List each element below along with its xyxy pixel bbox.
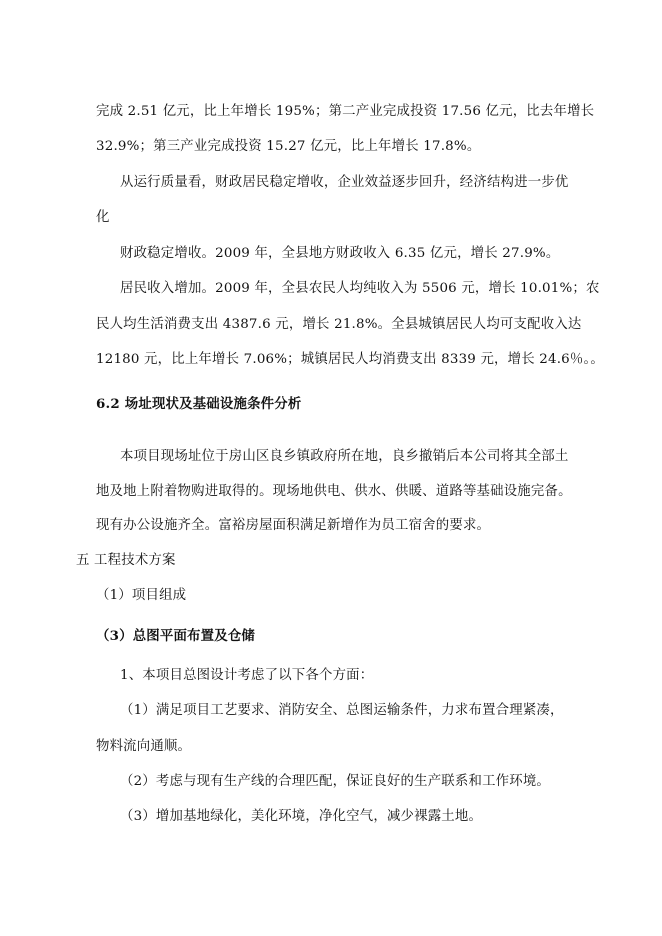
income-paragraph-line-3: 12180 元，比上年增长 7.06%；城镇居民人均消费支出 8339 元，增长 24.6％。。: [96, 352, 604, 367]
project-composition-item: （1）项目组成: [96, 588, 187, 603]
quality-paragraph-line-1: 从运行质量看，财政居民稳定增收，企业效益逐步回升，经济结构进一步优: [120, 175, 569, 190]
site-paragraph-line-2: 地及地上附着物购进取得的。现场地供电、供水、供暖、道路等基础设施完备。: [96, 484, 572, 499]
income-paragraph-line-1: 居民收入增加。2009 年，全县农民人均纯收入为 5506 元，增长 10.01%；农: [120, 281, 600, 296]
section-5-title: 五 工程技术方案: [76, 553, 176, 568]
section-6-2-title: 6.2 场址现状及基础设施条件分析: [96, 396, 302, 412]
design-considerations-intro: 1、本项目总图设计考虑了以下各个方面：: [120, 668, 374, 683]
quality-paragraph-line-2: 化: [96, 210, 110, 225]
consideration-3: （3）增加基地绿化，美化环境，净化空气，减少裸露土地。: [120, 809, 483, 824]
economy-paragraph-line-2: 32.9%；第三产业完成投资 15.27 亿元，比上年增长 17.8%。: [96, 139, 481, 154]
consideration-1-line-1: （1）满足项目工艺要求、消防安全、总图运输条件，力求布置合理紧凑，: [120, 703, 564, 718]
income-paragraph-line-2: 民人均生活消费支出 4387.6 元，增长 21.8%。全县城镇居民人均可支配收入达: [96, 317, 582, 332]
consideration-2: （2）考虑与现有生产线的合理匹配，保证良好的生产联系和工作环境。: [120, 774, 551, 789]
economy-paragraph-line-1: 完成 2.51 亿元，比上年增长 195%；第二产业完成投资 17.56 亿元，比去年增长: [96, 104, 595, 119]
finance-paragraph: 财政稳定增收。2009 年，全县地方财政收入 6.35 亿元，增长 27.9%。: [120, 246, 560, 261]
layout-and-storage-heading: （3）总图平面布置及仓储: [96, 628, 256, 644]
site-paragraph-line-1: 本项目现场址位于房山区良乡镇政府所在地，良乡撤销后本公司将其全部土: [120, 449, 569, 464]
site-paragraph-line-3: 现有办公设施齐全。富裕房屋面积满足新增作为员工宿舍的要求。: [96, 518, 491, 533]
consideration-1-line-2: 物料流向通顺。: [96, 739, 192, 754]
